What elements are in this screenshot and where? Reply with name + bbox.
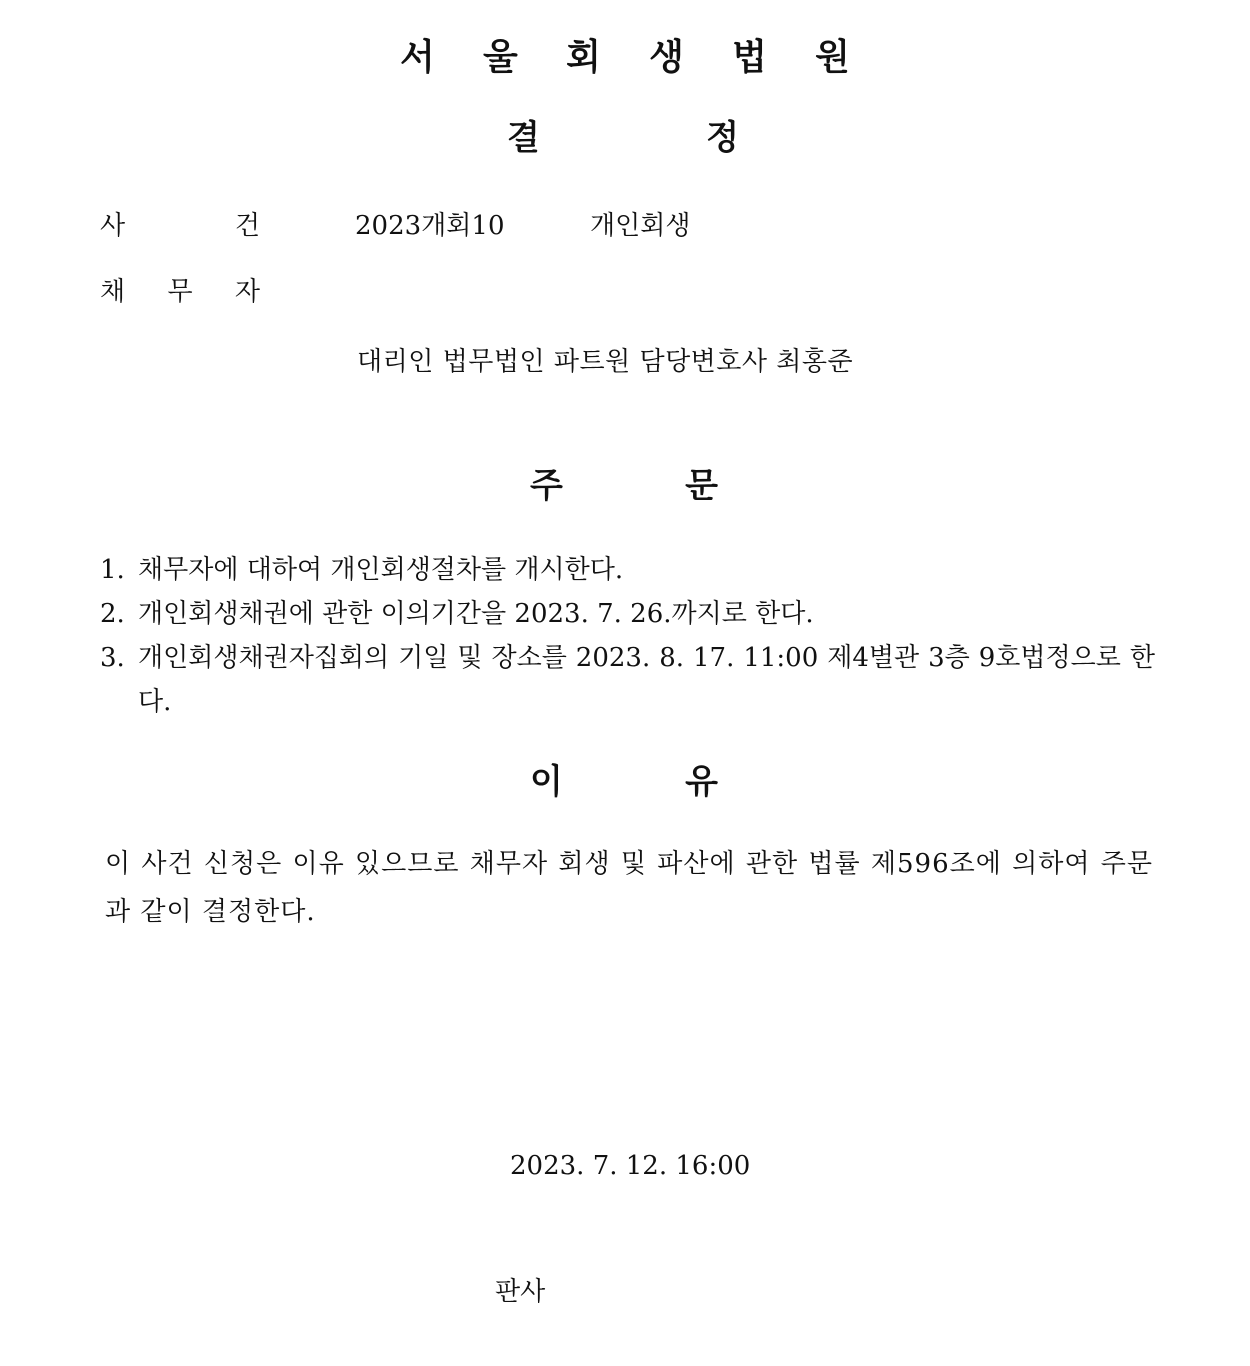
label-char: 건 bbox=[234, 211, 260, 241]
case-label bbox=[100, 210, 260, 242]
heading-char: 결 bbox=[507, 118, 540, 158]
document-type-heading bbox=[507, 118, 739, 158]
order-item-text: 개인회생채권에 관한 이의기간을 2023. 7. 26.까지로 한다. bbox=[138, 599, 814, 629]
label-char: 채 bbox=[100, 277, 126, 307]
heading-char: 정 bbox=[706, 118, 739, 158]
heading-char: 이 bbox=[530, 762, 563, 802]
judge-label: 판사 bbox=[495, 1277, 546, 1307]
court-name bbox=[400, 36, 850, 80]
order-heading bbox=[530, 466, 718, 506]
case-type: 개인회생 bbox=[590, 211, 691, 241]
order-item-number: 3. bbox=[100, 643, 125, 673]
order-item-number: 2. bbox=[100, 599, 125, 629]
reason-text: 이 사건 신청은 이유 있으므로 채무자 회생 및 파산에 관한 법률 제596조에 의하여 주문과 같이 결정한다. bbox=[105, 849, 1153, 927]
order-item bbox=[100, 592, 1155, 636]
heading-char: 유 bbox=[685, 762, 718, 802]
court-name-char: 회 bbox=[566, 37, 601, 78]
court-name-char: 울 bbox=[483, 37, 518, 78]
order-item-text: 채무자에 대하여 개인회생절차를 개시한다. bbox=[138, 555, 624, 585]
order-list bbox=[100, 548, 1155, 724]
court-name-char: 생 bbox=[649, 37, 684, 78]
label-char: 자 bbox=[234, 277, 260, 307]
reason-heading bbox=[530, 762, 718, 802]
order-item bbox=[100, 548, 1155, 592]
case-number: 2023개회10 bbox=[355, 211, 505, 241]
debtor-agent: 대리인 법무법인 파트원 담당변호사 최홍준 bbox=[357, 347, 854, 377]
decision-date: 2023. 7. 12. 16:00 bbox=[510, 1151, 751, 1181]
order-item-text: 개인회생채권자집회의 기일 및 장소를 2023. 8. 17. 11:00 제4별관 3층 9호법정으로 한다. bbox=[138, 643, 1155, 717]
court-name-char: 법 bbox=[732, 37, 767, 78]
heading-char: 문 bbox=[685, 466, 718, 506]
order-item-number: 1. bbox=[100, 555, 125, 585]
label-char: 무 bbox=[167, 277, 193, 307]
order-item bbox=[100, 636, 1155, 724]
court-name-char: 원 bbox=[815, 37, 850, 78]
debtor-label bbox=[100, 276, 260, 308]
heading-char: 주 bbox=[530, 466, 563, 506]
label-char: 사 bbox=[100, 211, 126, 241]
court-name-char: 서 bbox=[400, 37, 435, 78]
